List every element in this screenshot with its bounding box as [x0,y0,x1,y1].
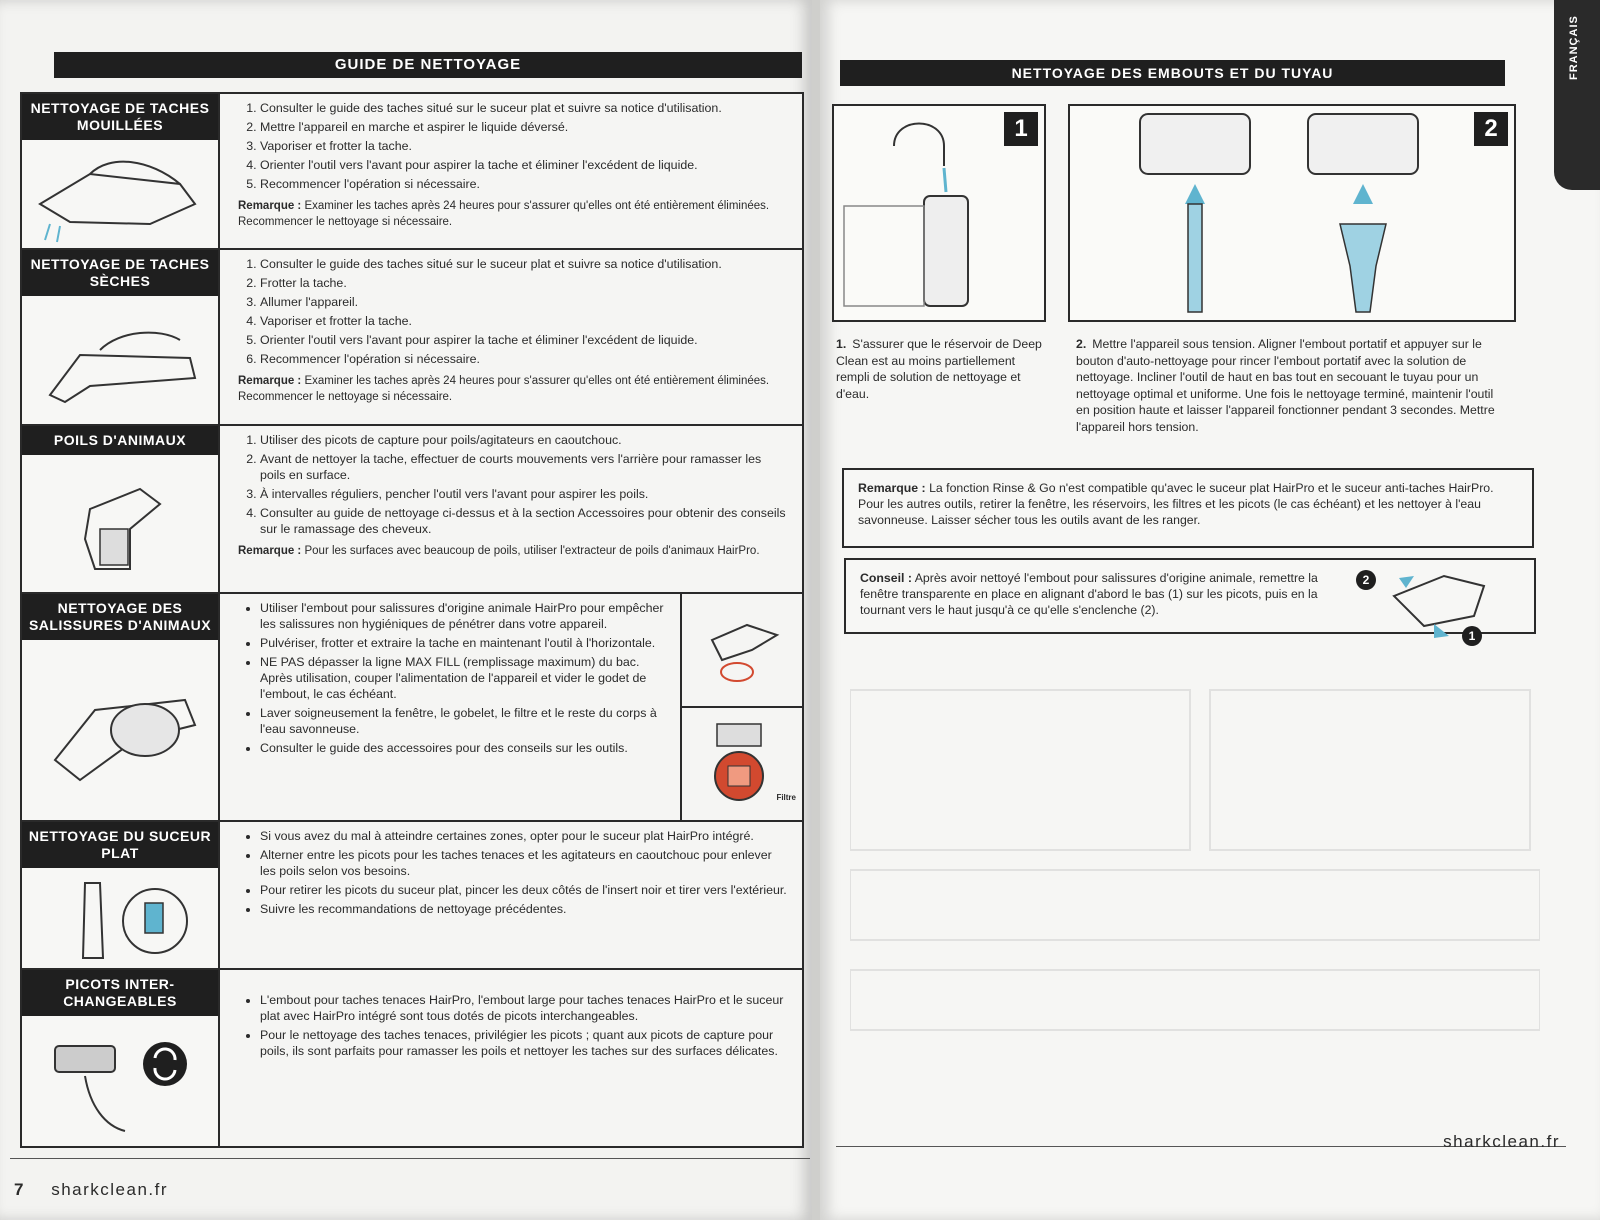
note-label: Remarque : [858,481,926,495]
tip-marker-1: 1 [1468,629,1476,643]
step-number: 1. [836,337,847,351]
figure-number: 2 [1474,112,1508,146]
bullet: • Suivre les recommandations de nettoyage précédentes. [260,901,790,917]
language-tab [1554,0,1600,190]
filter-label: Filtre [776,793,796,802]
step: 2. Frotter la tache. [260,275,790,291]
tip-marker-2: 2 [1362,573,1370,587]
bullet: • Utiliser l'embout pour salissures d'origine animale HairPro pour empêcher les salissures non hygiéniques de pénétrer dans votre appareil. [260,600,668,632]
language-label: FRANÇAIS [1568,15,1580,80]
tool-hose-cleaning-banner: NETTOYAGE DES EMBOUTS ET DU TUYAU [840,60,1505,86]
wet-stain-illustration [22,140,218,248]
note-text: Examiner les taches après 24 heures pour s'assurer qu'elles ont été entièrement éliminées. Recommencer le nettoyage si nécessaire. [238,200,770,228]
note-label: Remarque : [238,200,302,212]
window-removal-illustration [682,594,802,706]
self-clean-illustration [1070,106,1510,316]
footer-divider [10,1158,810,1159]
step: 3. Allumer l'appareil. [260,294,790,310]
left-footer [14,1180,168,1200]
step: 1. Consulter le guide des taches situé sur le suceur plat et suivre sa notice d'utilisation. [260,100,790,116]
tip-box [844,558,1536,643]
tip-label: Conseil : [860,571,912,585]
step: 4. Vaporiser et frotter la tache. [260,313,790,329]
filter-illustration [682,706,802,820]
section-title: POILS D'ANIMAUX [22,426,218,455]
step: 1. Consulter le guide des taches situé sur le suceur plat et suivre sa notice d'utilisation. [260,256,790,272]
window-reattach-illustration [1354,566,1524,650]
section-title: PICOTS INTER-CHANGEABLES [22,970,218,1016]
page-number: 7 [14,1180,25,1199]
pet-hair-steps [238,432,790,537]
site-link[interactable]: sharkclean.fr [51,1180,169,1199]
step: 1. Utiliser des picots de capture pour poils/agitateurs en caoutchouc. [260,432,790,448]
dry-stain-illustration [22,296,218,424]
note-text: La fonction Rinse & Go n'est compatible qu'avec le suceur plat HairPro et le suceur anti-taches HairPro. Pour les autres outils, retirer la fenêtre, les réservoirs, les filtres et les picots (le cas échéant) et les nettoyer à l'eau savonneuse. Laisser sécher tous les outils avant de les ranger. [858,481,1494,527]
section-title: NETTOYAGE DE TACHES SÈCHES [22,250,218,296]
bullet: • Laver soigneusement la fenêtre, le gobelet, le filtre et le reste du corps à l'eau savonneuse. [260,705,668,737]
section-interchangeable-bristles [20,970,804,1148]
section-title: NETTOYAGE DE TACHES MOUILLÉES [22,94,218,140]
crevice-tool-illustration [22,868,218,968]
step: 3. Vaporiser et frotter la tache. [260,138,790,154]
pet-mess-tool-illustration [22,640,218,820]
dry-stain-steps [238,256,790,367]
section-pet-hair [20,426,804,594]
note-label: Remarque : [238,545,302,557]
step-2 [1076,336,1496,435]
step: 3. À intervalles réguliers, pencher l'outil vers l'avant pour aspirer les poils. [260,486,790,502]
bristles-bullets [238,992,790,1059]
section-pet-messes [20,594,804,822]
figure-2 [1068,104,1516,322]
step: 4. Orienter l'outil vers l'avant pour aspirer la tache et éliminer l'excédent de liquide. [260,157,790,173]
note-label: Remarque : [238,375,302,387]
bleed-through-page [850,680,1540,1100]
site-link[interactable]: sharkclean.fr [1443,1132,1560,1151]
cleaning-guide-banner: GUIDE DE NETTOYAGE [54,52,802,78]
bullet: • L'embout pour taches tenaces HairPro, l'embout large pour taches tenaces HairPro et le suceur plat avec HairPro intégré sont tous dotés de picots interchangeables. [260,992,790,1024]
bullet: • Alterner entre les picots pour les taches tenaces et les agitateurs en caoutchouc pour enlever les poils selon vos besoins. [260,847,790,879]
bullet: • Pour le nettoyage des taches tenaces, privilégier les picots ; quant aux picots de capture pour poils, ils sont parfaits pour ramasser les poils et nettoyer les taches sur des surfaces délicates. [260,1027,790,1059]
tip-text: Après avoir nettoyé l'embout pour salissures d'origine animale, remettre la fenêtre transparente en place en alignant d'abord le bas (1) sur les picots, puis en la tournant vers le haut jusqu'à ce qu'elle s'enclenche (2). [860,571,1318,617]
right-page [820,0,1600,1220]
step-1 [836,336,1046,402]
bullet: • NE PAS dépasser la ligne MAX FILL (remplissage maximum) du bac. Après utilisation, couper l'alimentation de l'appareil et vider le godet de l'embout, le cas échéant. [260,654,668,702]
wet-stain-steps [238,100,790,192]
rinse-go-note [842,468,1534,548]
section-dry-stains [20,250,804,426]
cleaning-sections [20,92,804,1148]
section-wet-stains [20,92,804,250]
step: 2. Avant de nettoyer la tache, effectuer de courts mouvements vers l'arrière pour ramasser les poils en surface. [260,451,790,483]
bristles-illustration [22,1016,218,1146]
bullet: • Consulter le guide des accessoires pour des conseils sur les outils. [260,740,668,756]
note-text: Examiner les taches après 24 heures pour s'assurer qu'elles ont été entièrement éliminées. Recommencer le nettoyage si nécessaire. [238,375,770,403]
section-title: NETTOYAGE DES SALISSURES D'ANIMAUX [22,594,218,640]
step: 5. Orienter l'outil vers l'avant pour aspirer la tache et éliminer l'excédent de liquide. [260,332,790,348]
section-crevice-tool [20,822,804,970]
step-text: Mettre l'appareil sous tension. Aligner l'embout portatif et appuyer sur le bouton d'auto-nettoyage pour rincer l'embout portatif avec la solution de nettoyage. Incliner l'outil de haut en bas tout en secouant le tuyau pour un nettoyage optimal et uniforme. Une fois le nettoyage terminé, maintenir l'outil en position haute et laisser l'appareil fonctionner pendant 3 secondes. Mettre l'appareil hors tension. [1076,337,1495,434]
section-title: NETTOYAGE DU SUCEUR PLAT [22,822,218,868]
note [238,543,790,559]
step: 5. Recommencer l'opération si nécessaire. [260,176,790,192]
pet-mess-bullets [238,600,668,756]
figure-1 [832,104,1046,322]
crevice-tool-bullets [238,828,790,917]
note [238,373,790,405]
note-text: Pour les surfaces avec beaucoup de poils, utiliser l'extracteur de poils d'animaux HairPro. [304,545,760,557]
note [238,198,790,230]
bullet: • Pulvériser, frotter et extraire la tache en maintenant l'outil à l'horizontale. [260,635,668,651]
step: 2. Mettre l'appareil en marche et aspirer le liquide déversé. [260,119,790,135]
step: 6. Recommencer l'opération si nécessaire. [260,351,790,367]
figure-number: 1 [1004,112,1038,146]
bullet: • Si vous avez du mal à atteindre certaines zones, opter pour le suceur plat HairPro intégré. [260,828,790,844]
step-number: 2. [1076,337,1087,351]
bullet: • Pour retirer les picots du suceur plat, pincer les deux côtés de l'insert noir et tirer vers l'extérieur. [260,882,790,898]
step: 4. Consulter au guide de nettoyage ci-dessus et à la section Accessoires pour obtenir des conseils sur le ramassage des cheveux. [260,505,790,537]
step-text: S'assurer que le réservoir de Deep Clean est au moins partiellement rempli de solution de nettoyage et d'eau. [836,337,1042,401]
pet-hair-tool-illustration [22,455,218,592]
